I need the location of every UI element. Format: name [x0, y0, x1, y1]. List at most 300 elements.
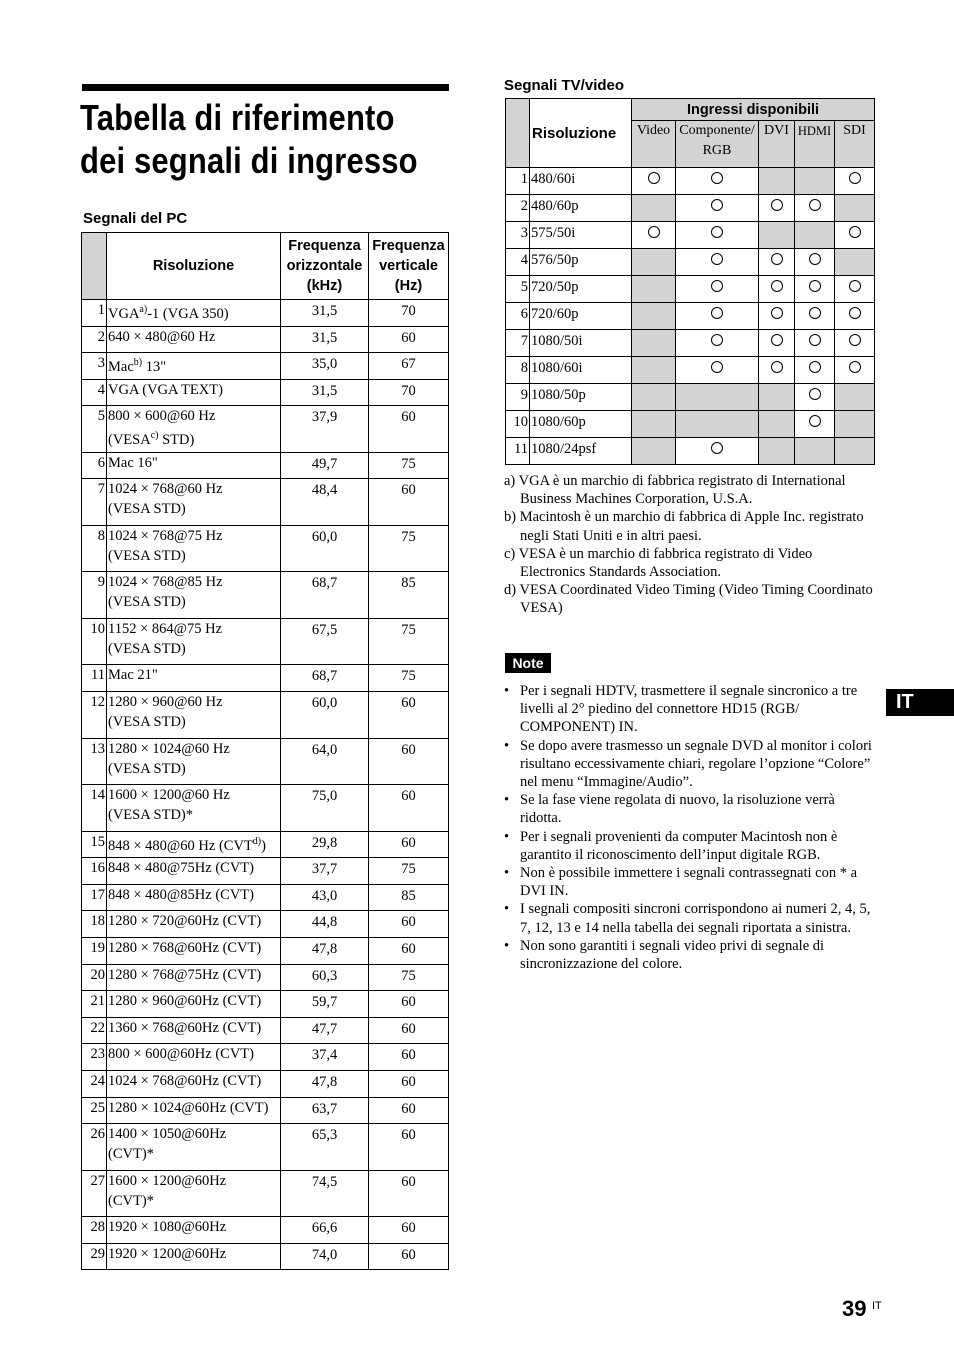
tv-header-video: Video	[632, 121, 676, 168]
hfreq-cell: 37,9	[281, 406, 369, 453]
available-circle-icon	[771, 280, 783, 292]
resolution-text: 1280 × 960@60 Hz	[108, 694, 223, 711]
vfreq-cell: 60	[369, 1243, 449, 1270]
tv-table-body	[506, 168, 875, 465]
tv-section-title: Segnali TV/video	[504, 77, 625, 94]
resolution-cell	[107, 1217, 281, 1244]
dvi-cell	[759, 411, 795, 438]
video-cell	[632, 411, 676, 438]
vfreq-cell: 60	[369, 1217, 449, 1244]
table-row	[82, 1017, 449, 1044]
component-cell	[676, 438, 759, 465]
vfreq-cell: 70	[369, 300, 449, 327]
resolution-text: 1280 × 768@75Hz (CVT)	[108, 966, 262, 983]
resolution-cell: 1080/24psf	[530, 438, 632, 465]
vfreq-cell: 85	[369, 572, 449, 619]
note-text: Se la fase viene regolata di nuovo, la risoluzione verrà ridotta.	[520, 792, 835, 827]
bullet-icon: •	[504, 792, 510, 809]
dvi-cell	[759, 357, 795, 384]
resolution-cell	[107, 1124, 281, 1171]
resolution-cell	[107, 525, 281, 572]
vfreq-cell: 60	[369, 692, 449, 739]
available-circle-icon	[771, 361, 783, 373]
dvi-cell	[759, 195, 795, 222]
row-number: 20	[82, 964, 107, 991]
row-number: 5	[506, 276, 530, 303]
component-cell	[676, 384, 759, 411]
row-number: 1	[82, 300, 107, 327]
tv-signals-table	[505, 98, 875, 465]
dvi-cell	[759, 303, 795, 330]
vfreq-cell: 60	[369, 326, 449, 353]
vfreq-cell: 75	[369, 618, 449, 665]
resolution-text: 800 × 600@60Hz (CVT)	[108, 1046, 254, 1063]
hfreq-cell: 37,4	[281, 1044, 369, 1071]
sdi-cell	[835, 330, 875, 357]
hfreq-cell: 66,6	[281, 1217, 369, 1244]
video-cell	[632, 357, 676, 384]
table-row	[82, 911, 449, 938]
available-circle-icon	[809, 361, 821, 373]
video-cell	[632, 384, 676, 411]
table-row	[82, 1070, 449, 1097]
component-cell	[676, 195, 759, 222]
resolution-cell: 480/60p	[530, 195, 632, 222]
hfreq-cell: 74,0	[281, 1243, 369, 1270]
bullet-icon: •	[504, 828, 510, 845]
available-circle-icon	[771, 253, 783, 265]
resolution-cell	[107, 572, 281, 619]
table-row	[506, 222, 875, 249]
dvi-cell	[759, 384, 795, 411]
footnote-item	[504, 508, 876, 544]
vfreq-cell: 60	[369, 1070, 449, 1097]
hfreq-cell: 47,8	[281, 937, 369, 964]
resolution-cell	[107, 1017, 281, 1044]
page-title	[80, 96, 418, 182]
footnote-mark: c)	[150, 430, 159, 442]
row-number: 1	[506, 168, 530, 195]
table-row	[506, 411, 875, 438]
row-number: 9	[506, 384, 530, 411]
vfreq-cell: 60	[369, 937, 449, 964]
row-number: 2	[82, 326, 107, 353]
available-circle-icon	[809, 307, 821, 319]
footnote-text: VGA è un marchio di fabbrica registrato di International Business Machines Corporation, U.S.A.	[518, 473, 846, 508]
component-cell	[676, 276, 759, 303]
pc-table-body	[82, 300, 449, 1270]
row-number: 11	[506, 438, 530, 465]
resolution-cell: 1080/60p	[530, 411, 632, 438]
row-number: 5	[82, 406, 107, 453]
resolution-text-after: -1 (VGA 350)	[147, 305, 229, 322]
available-circle-icon	[711, 334, 723, 346]
hfreq-cell: 43,0	[281, 884, 369, 911]
table-row	[82, 665, 449, 692]
table-row	[82, 572, 449, 619]
table-row	[82, 1170, 449, 1217]
pc-header-resolution: Risoluzione	[107, 233, 281, 300]
resolution-cell	[107, 785, 281, 832]
resolution-cell: 720/60p	[530, 303, 632, 330]
video-cell	[632, 276, 676, 303]
row-number: 3	[506, 222, 530, 249]
resolution-cell	[107, 300, 281, 327]
vfreq-cell: 60	[369, 831, 449, 858]
row-number: 10	[506, 411, 530, 438]
resolution-text: Mac 21"	[108, 667, 158, 684]
table-row	[82, 300, 449, 327]
table-row	[506, 303, 875, 330]
resolution-cell	[107, 831, 281, 858]
video-cell	[632, 195, 676, 222]
resolution-cell: 1080/50i	[530, 330, 632, 357]
table-row	[82, 353, 449, 380]
row-number: 29	[82, 1243, 107, 1270]
table-row	[506, 357, 875, 384]
vfreq-cell: 60	[369, 1097, 449, 1124]
resolution-cell	[107, 353, 281, 380]
row-number: 18	[82, 911, 107, 938]
note-text: Per i segnali provenienti da computer Macintosh non è garantito il riconoscimento dell’input digitale RGB.	[520, 828, 838, 863]
row-number: 8	[82, 525, 107, 572]
note-text: Per i segnali HDTV, trasmettere il segnale sincronico a tre livelli al 2° piedino del connettore HD15 (RGB/ COMPONENT) IN.	[520, 683, 858, 736]
resolution-text: 1920 × 1200@60Hz	[108, 1245, 227, 1262]
row-number: 25	[82, 1097, 107, 1124]
vfreq-cell: 60	[369, 1170, 449, 1217]
notes-list	[504, 682, 874, 973]
available-circle-icon	[711, 361, 723, 373]
table-row	[82, 1243, 449, 1270]
available-circle-icon	[648, 172, 660, 184]
available-circle-icon	[849, 226, 861, 238]
available-circle-icon	[849, 172, 861, 184]
hdmi-cell	[795, 168, 835, 195]
vfreq-cell: 75	[369, 858, 449, 885]
hfreq-cell: 59,7	[281, 991, 369, 1018]
page-number: 39	[842, 1296, 867, 1321]
bullet-icon: •	[504, 901, 510, 918]
row-number: 13	[82, 738, 107, 785]
dvi-cell	[759, 438, 795, 465]
table-row	[82, 738, 449, 785]
resolution-line-2: (VESA STD)	[108, 640, 186, 657]
resolution-line-2: (VESA STD)	[108, 714, 186, 731]
resolution-cell	[107, 692, 281, 739]
table-row	[82, 858, 449, 885]
hfreq-cell: 60,0	[281, 692, 369, 739]
resolution-cell	[107, 1170, 281, 1217]
resolution-cell: 575/50i	[530, 222, 632, 249]
resolution-cell	[107, 326, 281, 353]
table-row	[506, 195, 875, 222]
hdmi-cell	[795, 222, 835, 249]
hfreq-cell: 31,5	[281, 300, 369, 327]
resolution-cell	[107, 665, 281, 692]
dvi-cell	[759, 168, 795, 195]
row-number: 10	[82, 618, 107, 665]
resolution-cell	[107, 911, 281, 938]
row-number: 21	[82, 991, 107, 1018]
resolution-text: 1920 × 1080@60Hz	[108, 1219, 227, 1236]
dvi-cell	[759, 222, 795, 249]
note-badge: Note	[505, 653, 551, 673]
vfreq-cell: 60	[369, 911, 449, 938]
component-cell	[676, 249, 759, 276]
table-row	[82, 452, 449, 479]
footnote-mark: d)	[252, 835, 262, 847]
sdi-cell	[835, 276, 875, 303]
available-circle-icon	[711, 226, 723, 238]
dvi-cell	[759, 330, 795, 357]
tv-header-sdi: SDI	[835, 121, 875, 168]
hdmi-cell	[795, 195, 835, 222]
row-number: 22	[82, 1017, 107, 1044]
bullet-icon: •	[504, 683, 510, 699]
resolution-text: 1600 × 1200@60Hz	[108, 1172, 227, 1189]
note-item	[504, 937, 874, 973]
hfreq-cell: 60,0	[281, 525, 369, 572]
available-circle-icon	[771, 199, 783, 211]
hdmi-cell	[795, 249, 835, 276]
row-number: 16	[82, 858, 107, 885]
table-row	[506, 249, 875, 276]
note-text: Non è possibile immettere i segnali contrassegnati con * a DVI IN.	[520, 865, 858, 900]
table-row	[506, 438, 875, 465]
footnote-text: Macintosh è un marchio di fabbrica di Apple Inc. registrato negli Stati Uniti e in altri paesi.	[519, 509, 864, 544]
pc-header-hfreq: Frequenza orizzontale (kHz)	[281, 233, 369, 300]
sdi-cell	[835, 411, 875, 438]
hfreq-cell: 63,7	[281, 1097, 369, 1124]
resolution-text-after: )	[261, 837, 266, 854]
vfreq-cell: 60	[369, 991, 449, 1018]
pc-signals-table	[81, 232, 449, 1270]
resolution-line-2-after: STD)	[158, 432, 195, 449]
row-number: 3	[82, 353, 107, 380]
bullet-icon: •	[504, 937, 510, 954]
dvi-cell	[759, 276, 795, 303]
footnote-text: VESA è un marchio di fabbrica registrato di Video Electronics Standards Association.	[518, 545, 813, 581]
row-number: 24	[82, 1070, 107, 1097]
resolution-cell	[107, 1097, 281, 1124]
resolution-text: Mac 16"	[108, 454, 158, 471]
resolution-cell	[107, 937, 281, 964]
hfreq-cell: 47,8	[281, 1070, 369, 1097]
table-row	[82, 379, 449, 406]
hdmi-cell	[795, 357, 835, 384]
available-circle-icon	[809, 388, 821, 400]
resolution-line-2: (CVT)*	[108, 1146, 154, 1163]
available-circle-icon	[711, 253, 723, 265]
table-row	[506, 276, 875, 303]
note-text: Se dopo avere trasmesso un segnale DVD al monitor i colori risultano eccessivamente chiari, regolare l’opzione “Colore” nel menu “Immagine/Audio”.	[520, 737, 872, 791]
row-number: 17	[82, 884, 107, 911]
footnote-mark: a)	[504, 473, 516, 489]
vfreq-cell: 67	[369, 353, 449, 380]
table-row	[82, 1097, 449, 1124]
hdmi-cell	[795, 384, 835, 411]
footnote-mark: a)	[139, 304, 148, 315]
component-cell	[676, 222, 759, 249]
component-cell	[676, 330, 759, 357]
vfreq-cell: 75	[369, 452, 449, 479]
tv-header-resolution: Risoluzione	[530, 99, 632, 168]
table-row	[82, 1124, 449, 1171]
hdmi-cell	[795, 411, 835, 438]
resolution-text: 1280 × 1024@60 Hz	[108, 740, 230, 757]
resolution-cell: 1080/50p	[530, 384, 632, 411]
sdi-cell	[835, 195, 875, 222]
table-row	[82, 1044, 449, 1071]
bullet-icon: •	[504, 737, 510, 754]
resolution-cell	[107, 884, 281, 911]
pc-header-number	[82, 233, 107, 300]
resolution-cell: 480/60i	[530, 168, 632, 195]
vfreq-cell: 60	[369, 738, 449, 785]
available-circle-icon	[849, 280, 861, 292]
row-number: 4	[82, 379, 107, 406]
hdmi-cell	[795, 276, 835, 303]
vfreq-cell: 75	[369, 964, 449, 991]
table-row	[82, 831, 449, 858]
page-language: IT	[872, 1300, 882, 1312]
row-number: 15	[82, 831, 107, 858]
resolution-line-2: (VESA STD)	[108, 547, 186, 564]
resolution-cell	[107, 1044, 281, 1071]
resolution-text: 640 × 480@60 Hz	[108, 328, 216, 345]
resolution-text: 1280 × 720@60Hz (CVT)	[108, 913, 262, 930]
table-row	[82, 937, 449, 964]
table-row	[506, 330, 875, 357]
resolution-text: 1024 × 768@60 Hz	[108, 481, 223, 498]
language-tab: IT	[886, 689, 954, 716]
footnotes-list	[504, 472, 876, 618]
resolution-text: 1280 × 768@60Hz (CVT)	[108, 939, 262, 956]
vfreq-cell: 60	[369, 1044, 449, 1071]
row-number: 4	[506, 249, 530, 276]
resolution-cell	[107, 1070, 281, 1097]
row-number: 14	[82, 785, 107, 832]
tv-header-number	[506, 99, 530, 168]
row-number: 27	[82, 1170, 107, 1217]
row-number: 7	[506, 330, 530, 357]
page-title-line-2: dei segnali di ingresso	[80, 140, 418, 181]
vfreq-cell: 60	[369, 1124, 449, 1171]
resolution-text: VGA	[108, 305, 140, 322]
resolution-text: 1400 × 1050@60Hz	[108, 1126, 227, 1143]
table-row	[82, 1217, 449, 1244]
resolution-text: 1280 × 960@60Hz (CVT)	[108, 993, 262, 1010]
resolution-text: 1152 × 864@75 Hz	[108, 620, 223, 637]
hdmi-cell	[795, 303, 835, 330]
table-row	[82, 479, 449, 526]
resolution-cell: 720/50p	[530, 276, 632, 303]
available-circle-icon	[849, 307, 861, 319]
available-circle-icon	[711, 442, 723, 454]
hfreq-cell: 67,5	[281, 618, 369, 665]
hfreq-cell: 47,7	[281, 1017, 369, 1044]
table-row	[82, 525, 449, 572]
row-number: 8	[506, 357, 530, 384]
component-cell	[676, 168, 759, 195]
resolution-cell: 1080/60i	[530, 357, 632, 384]
hfreq-cell: 35,0	[281, 353, 369, 380]
vfreq-cell: 70	[369, 379, 449, 406]
vfreq-cell: 60	[369, 785, 449, 832]
hfreq-cell: 31,5	[281, 379, 369, 406]
hfreq-cell: 29,8	[281, 831, 369, 858]
resolution-line-2: (VESA	[108, 432, 151, 449]
resolution-cell	[107, 1243, 281, 1270]
resolution-cell	[107, 964, 281, 991]
resolution-text: 848 × 480@75Hz (CVT)	[108, 860, 254, 877]
table-row	[82, 884, 449, 911]
available-circle-icon	[711, 307, 723, 319]
dvi-cell	[759, 249, 795, 276]
resolution-text: 848 × 480@60 Hz (CVT	[108, 837, 253, 854]
vfreq-cell: 75	[369, 525, 449, 572]
hfreq-cell: 37,7	[281, 858, 369, 885]
hdmi-cell	[795, 438, 835, 465]
pc-header-vfreq: Frequenza verticale (Hz)	[369, 233, 449, 300]
footnote-item	[504, 581, 876, 617]
footnote-mark: b)	[504, 509, 517, 526]
resolution-cell	[107, 858, 281, 885]
table-row	[506, 384, 875, 411]
table-row	[82, 618, 449, 665]
video-cell	[632, 168, 676, 195]
resolution-text: 1280 × 1024@60Hz (CVT)	[108, 1099, 269, 1116]
available-circle-icon	[711, 280, 723, 292]
hdmi-cell	[795, 330, 835, 357]
vfreq-cell: 85	[369, 884, 449, 911]
resolution-cell: 576/50p	[530, 249, 632, 276]
resolution-text: 848 × 480@85Hz (CVT)	[108, 886, 254, 903]
note-text: Non sono garantiti i segnali video privi di segnale di sincronizzazione del colore.	[520, 937, 825, 973]
resolution-text: 1024 × 768@75 Hz	[108, 527, 223, 544]
note-item	[504, 737, 874, 792]
sdi-cell	[835, 222, 875, 249]
note-item	[504, 864, 874, 900]
video-cell	[632, 438, 676, 465]
hfreq-cell: 60,3	[281, 964, 369, 991]
tv-header-hdmi: HDMI	[795, 121, 835, 168]
available-circle-icon	[648, 226, 660, 238]
hfreq-cell: 75,0	[281, 785, 369, 832]
title-rule	[82, 84, 449, 91]
resolution-text-after: 13"	[142, 359, 167, 376]
available-circle-icon	[849, 361, 861, 373]
footnote-mark: b)	[133, 357, 143, 369]
resolution-text: VGA (VGA TEXT)	[108, 381, 223, 398]
page-title-line-1: Tabella di riferimento	[80, 97, 395, 138]
resolution-line-2: (VESA STD)	[108, 760, 186, 777]
tv-header-inputs: Ingressi disponibili	[632, 99, 875, 121]
table-row	[82, 692, 449, 739]
vfreq-cell: 60	[369, 1017, 449, 1044]
sdi-cell	[835, 438, 875, 465]
hfreq-cell: 68,7	[281, 665, 369, 692]
available-circle-icon	[809, 334, 821, 346]
table-row	[82, 991, 449, 1018]
resolution-cell	[107, 618, 281, 665]
pc-section-title: Segnali del PC	[83, 210, 188, 227]
resolution-line-2: (VESA STD)*	[108, 807, 193, 824]
resolution-line-2: (VESA STD)	[108, 594, 186, 611]
available-circle-icon	[809, 280, 821, 292]
footnote-mark: d)	[504, 582, 517, 599]
available-circle-icon	[711, 172, 723, 184]
